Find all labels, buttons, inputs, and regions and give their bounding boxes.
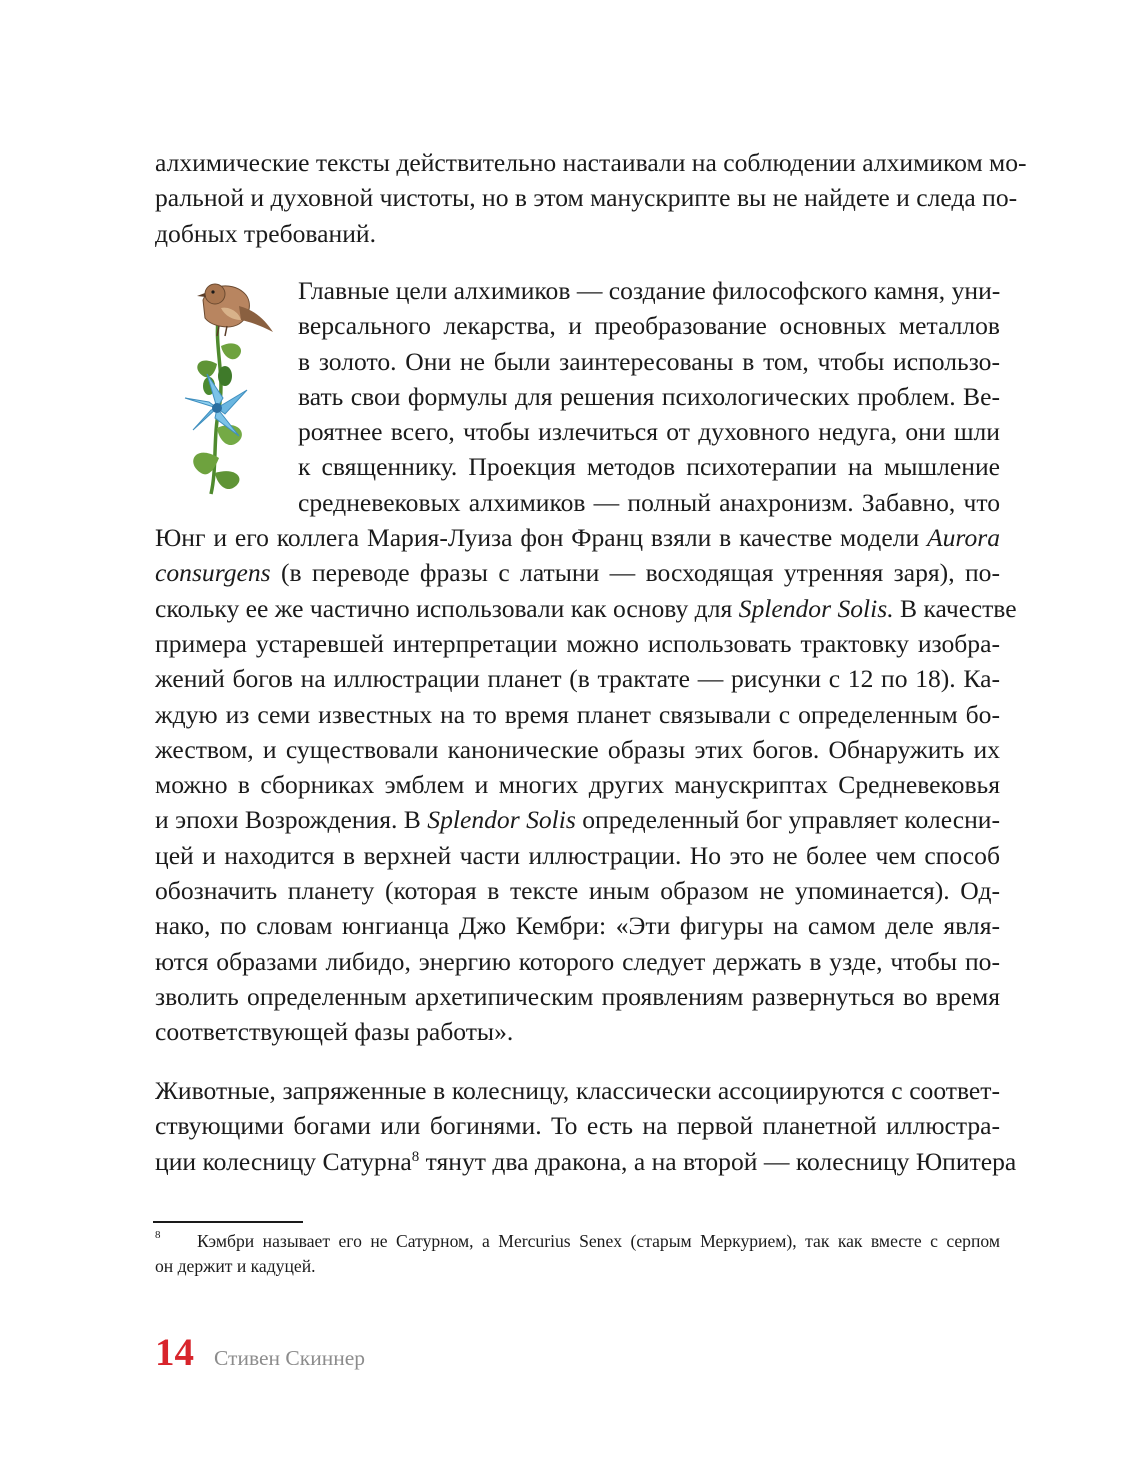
text-line: нако, по словам юнгианца Джо Кембри: «Эти фигуры на самом деле явля- (155, 911, 1000, 941)
text-line (155, 802, 1000, 837)
text-line: версального лекарства, и преобразование основных металлов (298, 311, 1000, 341)
text-line (155, 520, 1000, 555)
text-run: и эпохи Возрождения. В (155, 805, 428, 835)
text-line (155, 1144, 1017, 1179)
text-line: ствующими богами или богинями. То есть на первой планетной иллюстра- (155, 1111, 1000, 1141)
text-line (155, 591, 1017, 626)
text-line: роятнее всего, чтобы излечиться от духовного недуга, они шли (298, 417, 1000, 447)
text-run: Юнг и его коллега Мария-Луиза фон Франц взяли в качестве модели (155, 523, 927, 553)
footnote-reference[interactable]: 8 (411, 1148, 420, 1165)
text-line: можно в сборниках эмблем и многих других манускриптах Средневековья (155, 770, 1000, 800)
paragraph-3 (155, 1073, 1017, 1179)
text-run: (в переводе фразы с латыни — восходящая утренняя заря), по- (270, 558, 1000, 588)
footnote (155, 1229, 1000, 1279)
footnote-divider (153, 1221, 303, 1223)
italic-title: Aurora (927, 523, 1000, 553)
text-line: жений богов на иллюстрации планет (в трактате — рисунки с 12 по 18). Ка- (155, 664, 1000, 694)
text-line: в золото. Они не были заинтересованы в том, чтобы использо- (298, 346, 1000, 376)
paragraph-2 (155, 273, 1017, 1050)
italic-title: Splendor Solis. (738, 593, 894, 623)
text-run: определенный бог управляет колесни- (575, 805, 1001, 835)
text-line: ждую из семи известных на то время планет связывали с определенным бо- (155, 699, 1000, 729)
text-line: Главные цели алхимиков — создание философского камня, уни- (298, 276, 1001, 305)
footnote-line: Кэмбри называет его не Сатурном, а Mercurius Senex (старым Меркурием), так как вместе с серпом (197, 1231, 1000, 1251)
text-line: зволить определенным архетипическим проявлениям развернуться во время (155, 981, 1000, 1011)
text-line: к священнику. Проекция методов психотерапии на мышление (298, 452, 1000, 482)
text-line (155, 555, 1000, 590)
text-line: цей и находится в верхней части иллюстрации. Но это не более чем способ (155, 840, 1000, 870)
running-footer-author: Стивен Скиннер (214, 1346, 366, 1370)
text-line: жеством, и существовали канонические образы этих богов. Обнаружить их (155, 734, 1000, 764)
text-run: В качестве (893, 593, 1017, 623)
text-line: соответствующей фазы работы». (155, 1017, 514, 1047)
italic-title: Splendor Solis (427, 805, 576, 835)
page-number: 14 (155, 1331, 194, 1374)
footnote-line: он держит и кадуцей. (155, 1256, 316, 1276)
text-line: вать свои формулы для решения психологических проблем. Ве- (298, 381, 1000, 411)
text-line: Животные, запряженные в колесницу, классически ассоциируются с соответ- (155, 1076, 1000, 1105)
text-line: ральной и духовной чистоты, но в этом манускрипте вы не найдете и следа по- (155, 183, 1018, 213)
text-line: ются образами либидо, энергию которого следует держать в узде, чтобы по- (155, 946, 1000, 976)
footnote-number: 8 (155, 1229, 161, 1241)
text-line: примера устаревшей интерпретации можно использовать трактовку изобра- (155, 628, 1000, 658)
text-run: ции колесницу Сатурна (155, 1146, 412, 1176)
text-line: обозначить планету (которая в тексте иным образом не упоминается). Од- (155, 876, 1000, 906)
text-line: средневековых алхимиков — полный анахронизм. Забавно, что (298, 487, 1000, 517)
text-run: скольку ее же частично использовали как основу для (155, 593, 739, 623)
text-run: тянут два дракона, а на второй — колесницу Юпитера (419, 1146, 1017, 1176)
text-line: алхимические тексты действительно настаивали на соблюдении алхимиком мо- (155, 148, 1027, 177)
paragraph-1 (155, 145, 1027, 251)
italic-title: consurgens (155, 558, 271, 588)
text-line: добных требований. (155, 218, 376, 248)
